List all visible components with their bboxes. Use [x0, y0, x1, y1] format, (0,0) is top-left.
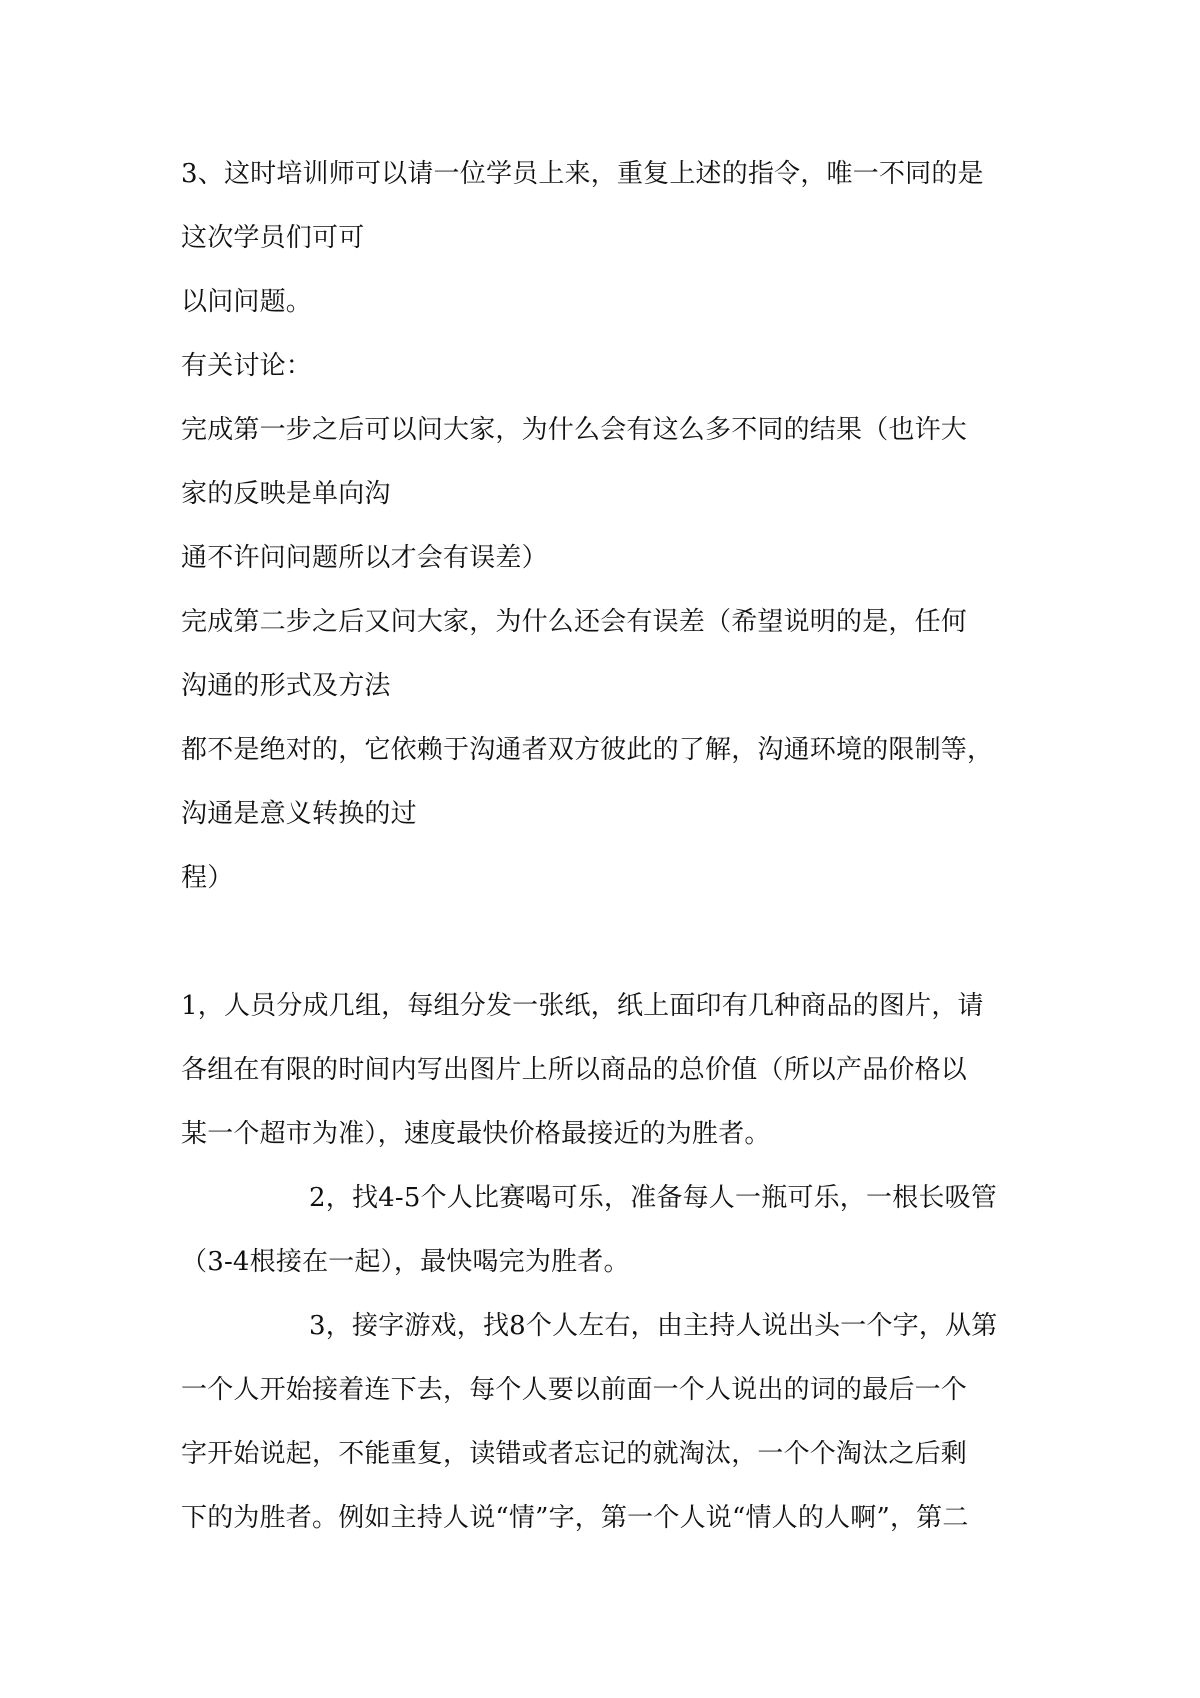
text-line: 家的反映是单向沟	[181, 479, 391, 509]
text-line: 都不是绝对的，它依赖于沟通者双方彼此的了解，沟通环境的限制等，	[181, 735, 994, 765]
text-line: 沟通的形式及方法	[181, 671, 391, 701]
text-line: 以问问题。	[181, 287, 313, 317]
text-line: 字开始说起，不能重复，读错或者忘记的就淘汰，一个个淘汰之后剩	[181, 1439, 968, 1469]
text-line: 1，人员分成几组，每组分发一张纸，纸上面印有几种商品的图片，请	[181, 991, 984, 1021]
text-line: 有关讨论：	[181, 351, 313, 381]
text-line: 3、这时培训师可以请一位学员上来，重复上述的指令，唯一不同的是	[181, 159, 984, 189]
text-line: 某一个超市为准），速度最快价格最接近的为胜者。	[181, 1119, 771, 1149]
text-line: （3-4根接在一起），最快喝完为胜者。	[181, 1247, 630, 1277]
text-line: 下的为胜者。例如主持人说“情”字，第一个人说“情人的人啊”，第二	[181, 1503, 969, 1533]
text-line: 3，接字游戏，找8个人左右，由主持人说出头一个字，从第	[309, 1311, 998, 1341]
text-line: 这次学员们可可	[181, 223, 365, 253]
text-line: 各组在有限的时间内写出图片上所以商品的总价值（所以产品价格以	[181, 1055, 968, 1085]
text-line: 程）	[181, 863, 234, 893]
text-line: 一个人开始接着连下去，每个人要以前面一个人说出的词的最后一个	[181, 1375, 968, 1405]
text-line: 完成第二步之后又问大家，为什么还会有误差（希望说明的是，任何	[181, 607, 968, 637]
text-line: 通不许问问题所以才会有误差）	[181, 543, 548, 573]
text-line: 沟通是意义转换的过	[181, 799, 417, 829]
text-line: 完成第一步之后可以问大家，为什么会有这么多不同的结果（也许大	[181, 415, 968, 445]
text-line: 2，找4-5个人比赛喝可乐，准备每人一瓶可乐，一根长吸管	[309, 1183, 998, 1213]
